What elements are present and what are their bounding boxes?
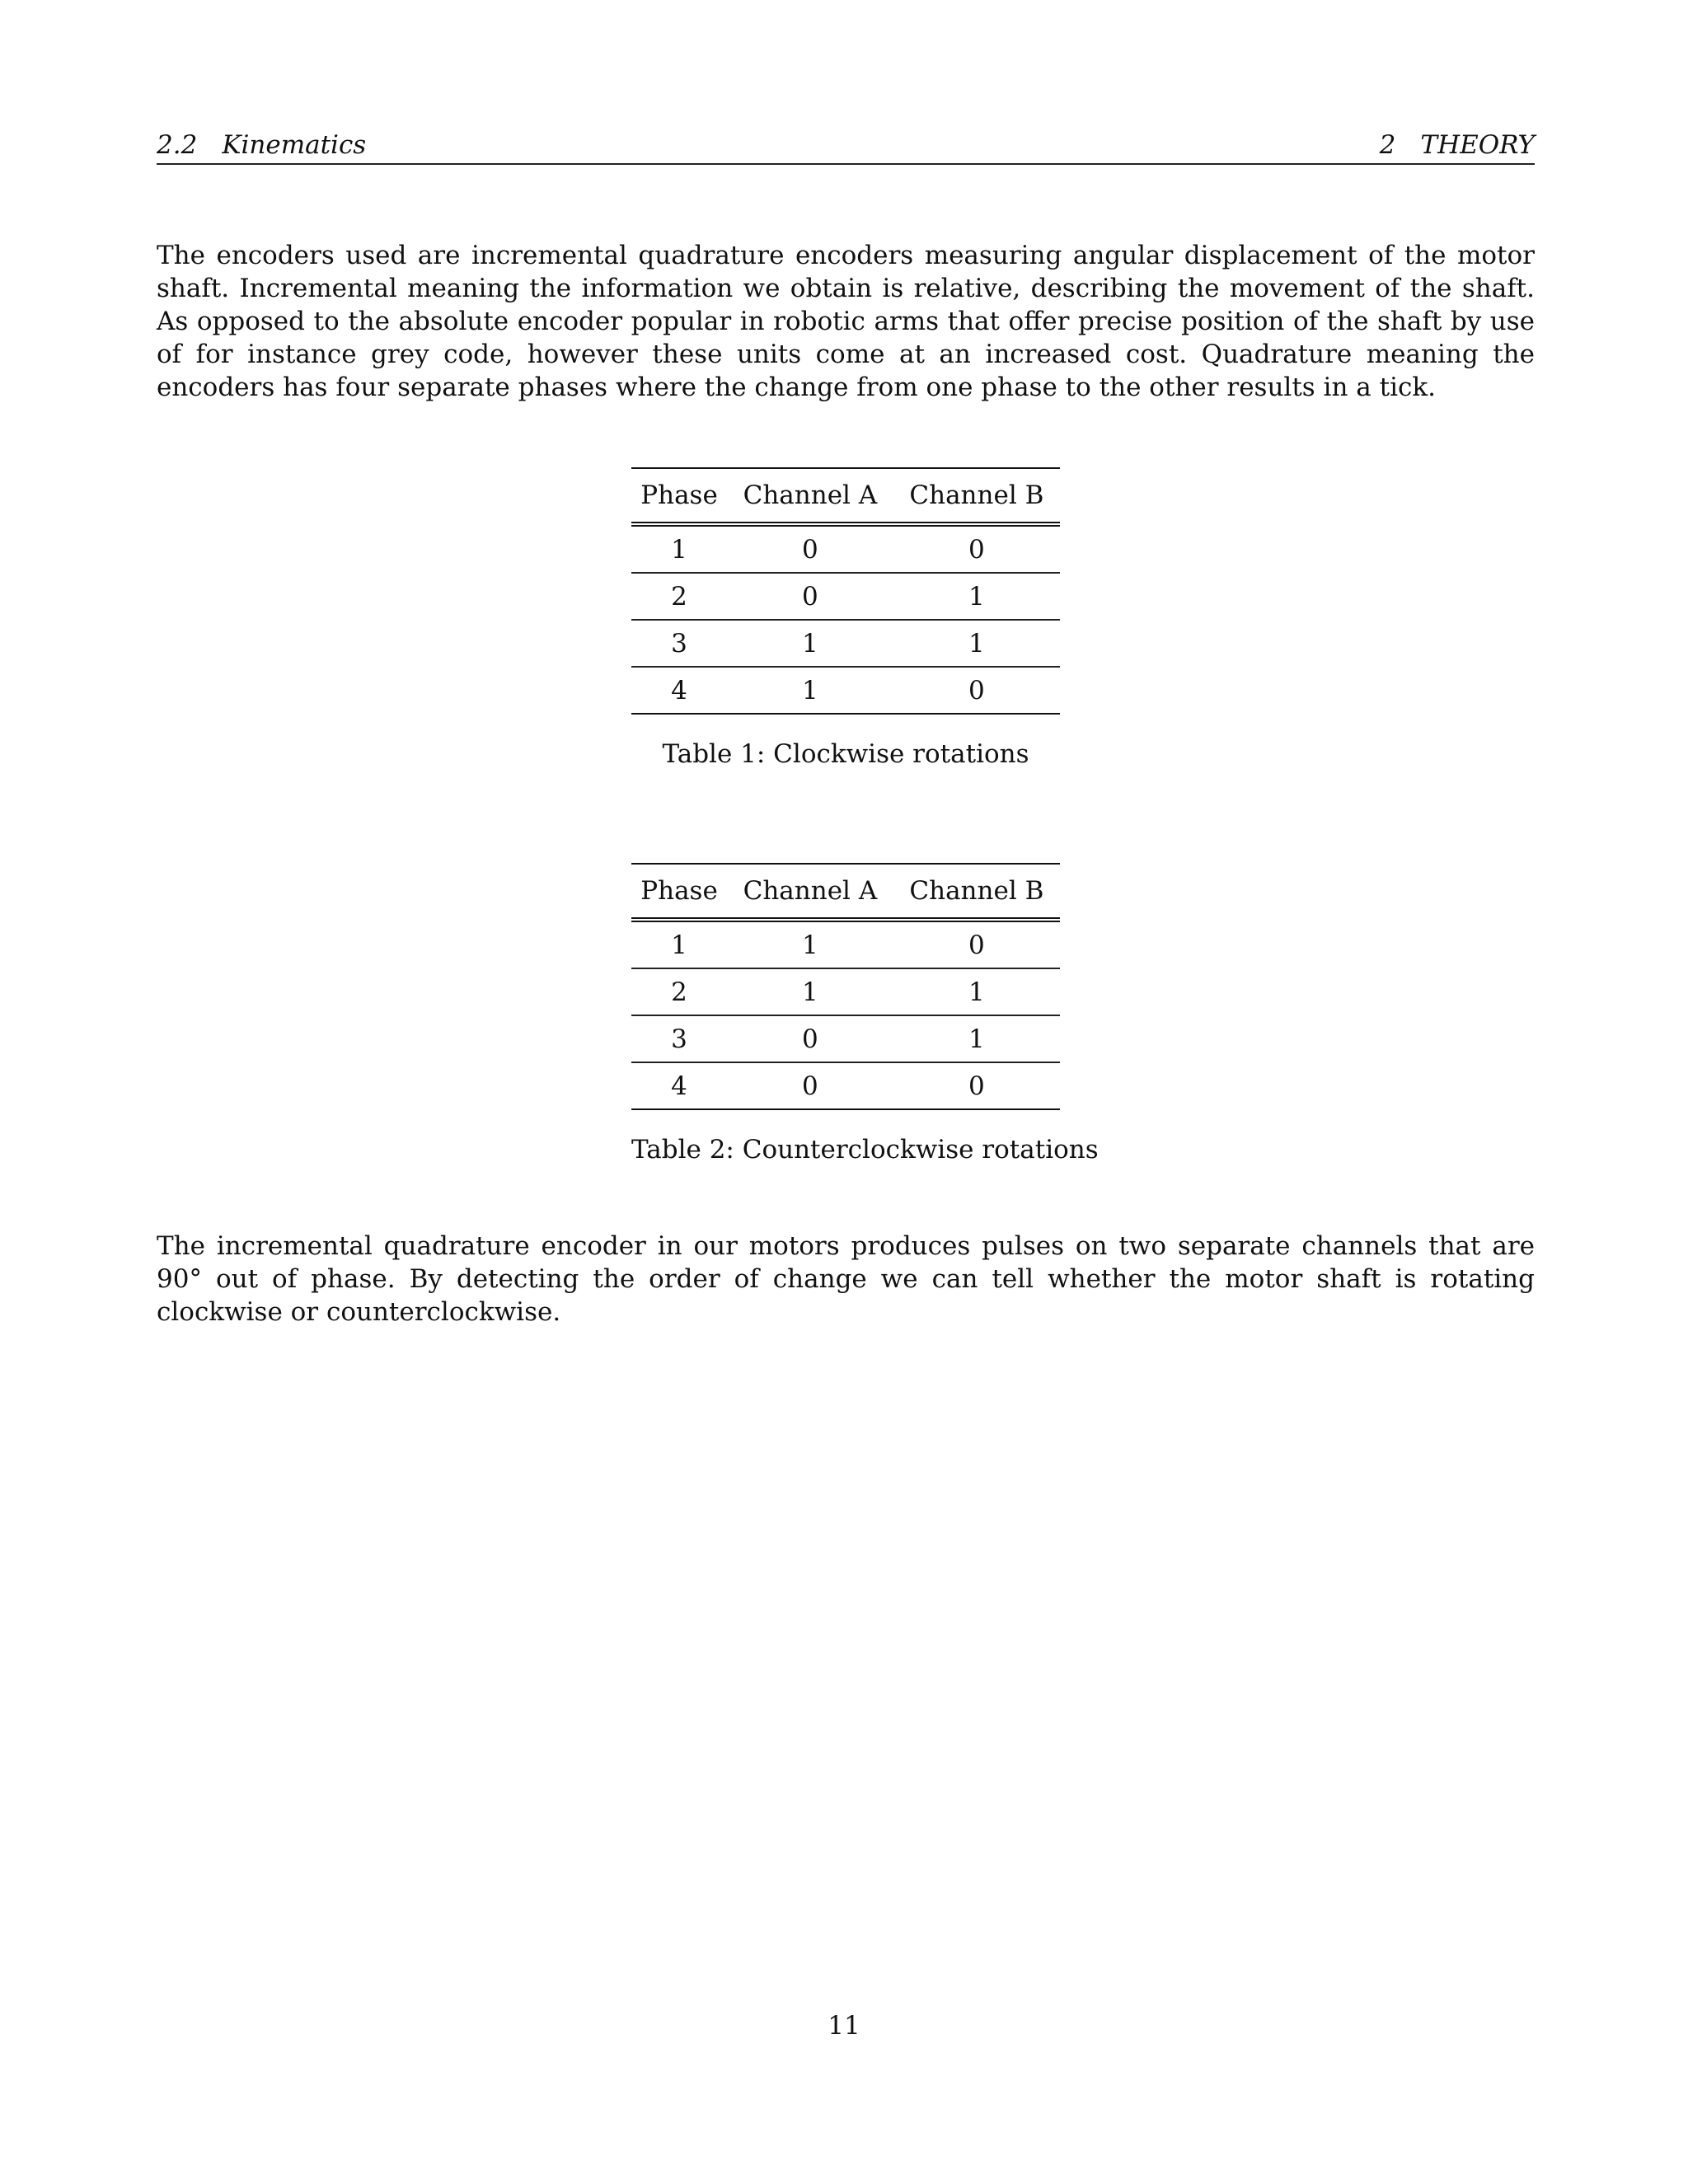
column-header-channel-a: Channel A	[743, 480, 878, 510]
column-header-channel-b: Channel B	[909, 876, 1044, 906]
table-row	[631, 667, 1060, 714]
column-header-phase: Phase	[640, 480, 718, 510]
table-cell: 1	[631, 524, 727, 573]
table-cell: 1	[631, 920, 727, 968]
table-2-caption: Table 2: Counterclockwise rotations	[631, 1135, 1099, 1165]
table-cell: 0	[893, 524, 1060, 573]
table-cell: 4	[631, 1062, 727, 1109]
table-cell: 4	[631, 667, 727, 714]
table-1-caption: Table 1: Clockwise rotations	[662, 739, 1029, 769]
table-cell: 2	[631, 968, 727, 1015]
paragraph-quadrature: The incremental quadrature encoder in our motors produces pulses on two separate channels that are 90° out of phase. By detecting the order of change we can tell whether the motor shaft is rotating clockwise or counterclockwise.	[157, 1231, 1535, 1327]
table-cell: 1	[727, 920, 893, 968]
table-cell: 1	[727, 968, 893, 1015]
table-cell: 1	[893, 968, 1060, 1015]
table-row	[631, 1062, 1060, 1109]
table-cell: 3	[631, 1015, 727, 1062]
header-section-number: 2.2	[157, 130, 198, 160]
clockwise-table	[631, 467, 1060, 715]
header-section	[157, 127, 366, 163]
table-header-row	[631, 468, 1060, 524]
table-cell: 0	[727, 573, 893, 620]
table-cell: 0	[893, 920, 1060, 968]
table-2-container	[631, 863, 1099, 1166]
page-number: 11	[828, 2011, 860, 2041]
table-row	[631, 620, 1060, 667]
running-header	[157, 127, 1535, 165]
table-cell: 0	[727, 1015, 893, 1062]
table-row	[631, 1015, 1060, 1062]
table-header-row	[631, 864, 1060, 920]
header-chapter	[1380, 127, 1535, 163]
table-1-container	[631, 467, 1060, 771]
table-row	[631, 524, 1060, 573]
table-cell: 1	[727, 667, 893, 714]
table-row	[631, 968, 1060, 1015]
table-cell: 1	[893, 620, 1060, 667]
table-cell: 1	[893, 573, 1060, 620]
header-section-title: Kinematics	[222, 130, 367, 160]
header-chapter-title: THEORY	[1420, 130, 1535, 160]
table-row	[631, 573, 1060, 620]
table-cell: 0	[727, 524, 893, 573]
table-row	[631, 920, 1060, 968]
table-cell: 0	[893, 667, 1060, 714]
table-cell: 0	[893, 1062, 1060, 1109]
table-cell: 1	[727, 620, 893, 667]
table-cell: 1	[893, 1015, 1060, 1062]
table-cell: 3	[631, 620, 727, 667]
column-header-channel-b: Channel B	[909, 480, 1044, 510]
counterclockwise-table	[631, 863, 1060, 1110]
table-cell: 2	[631, 573, 727, 620]
header-chapter-number: 2	[1379, 130, 1396, 160]
column-header-channel-a: Channel A	[743, 876, 878, 906]
column-header-phase: Phase	[640, 876, 718, 906]
table-cell: 0	[727, 1062, 893, 1109]
paragraph-encoders: The encoders used are incremental quadrature encoders measuring angular displacement of the motor shaft. Incremental meaning the information we obtain is relative, describing the movement of the shaft. As opposed to the absolute encoder popular in robotic arms that offer precise position of the shaft by use of for instance grey code, however these units come at an increased cost. Quadrature meaning the encoders has four separate phases where the change from one phase to the other results in a tick.	[157, 241, 1535, 402]
